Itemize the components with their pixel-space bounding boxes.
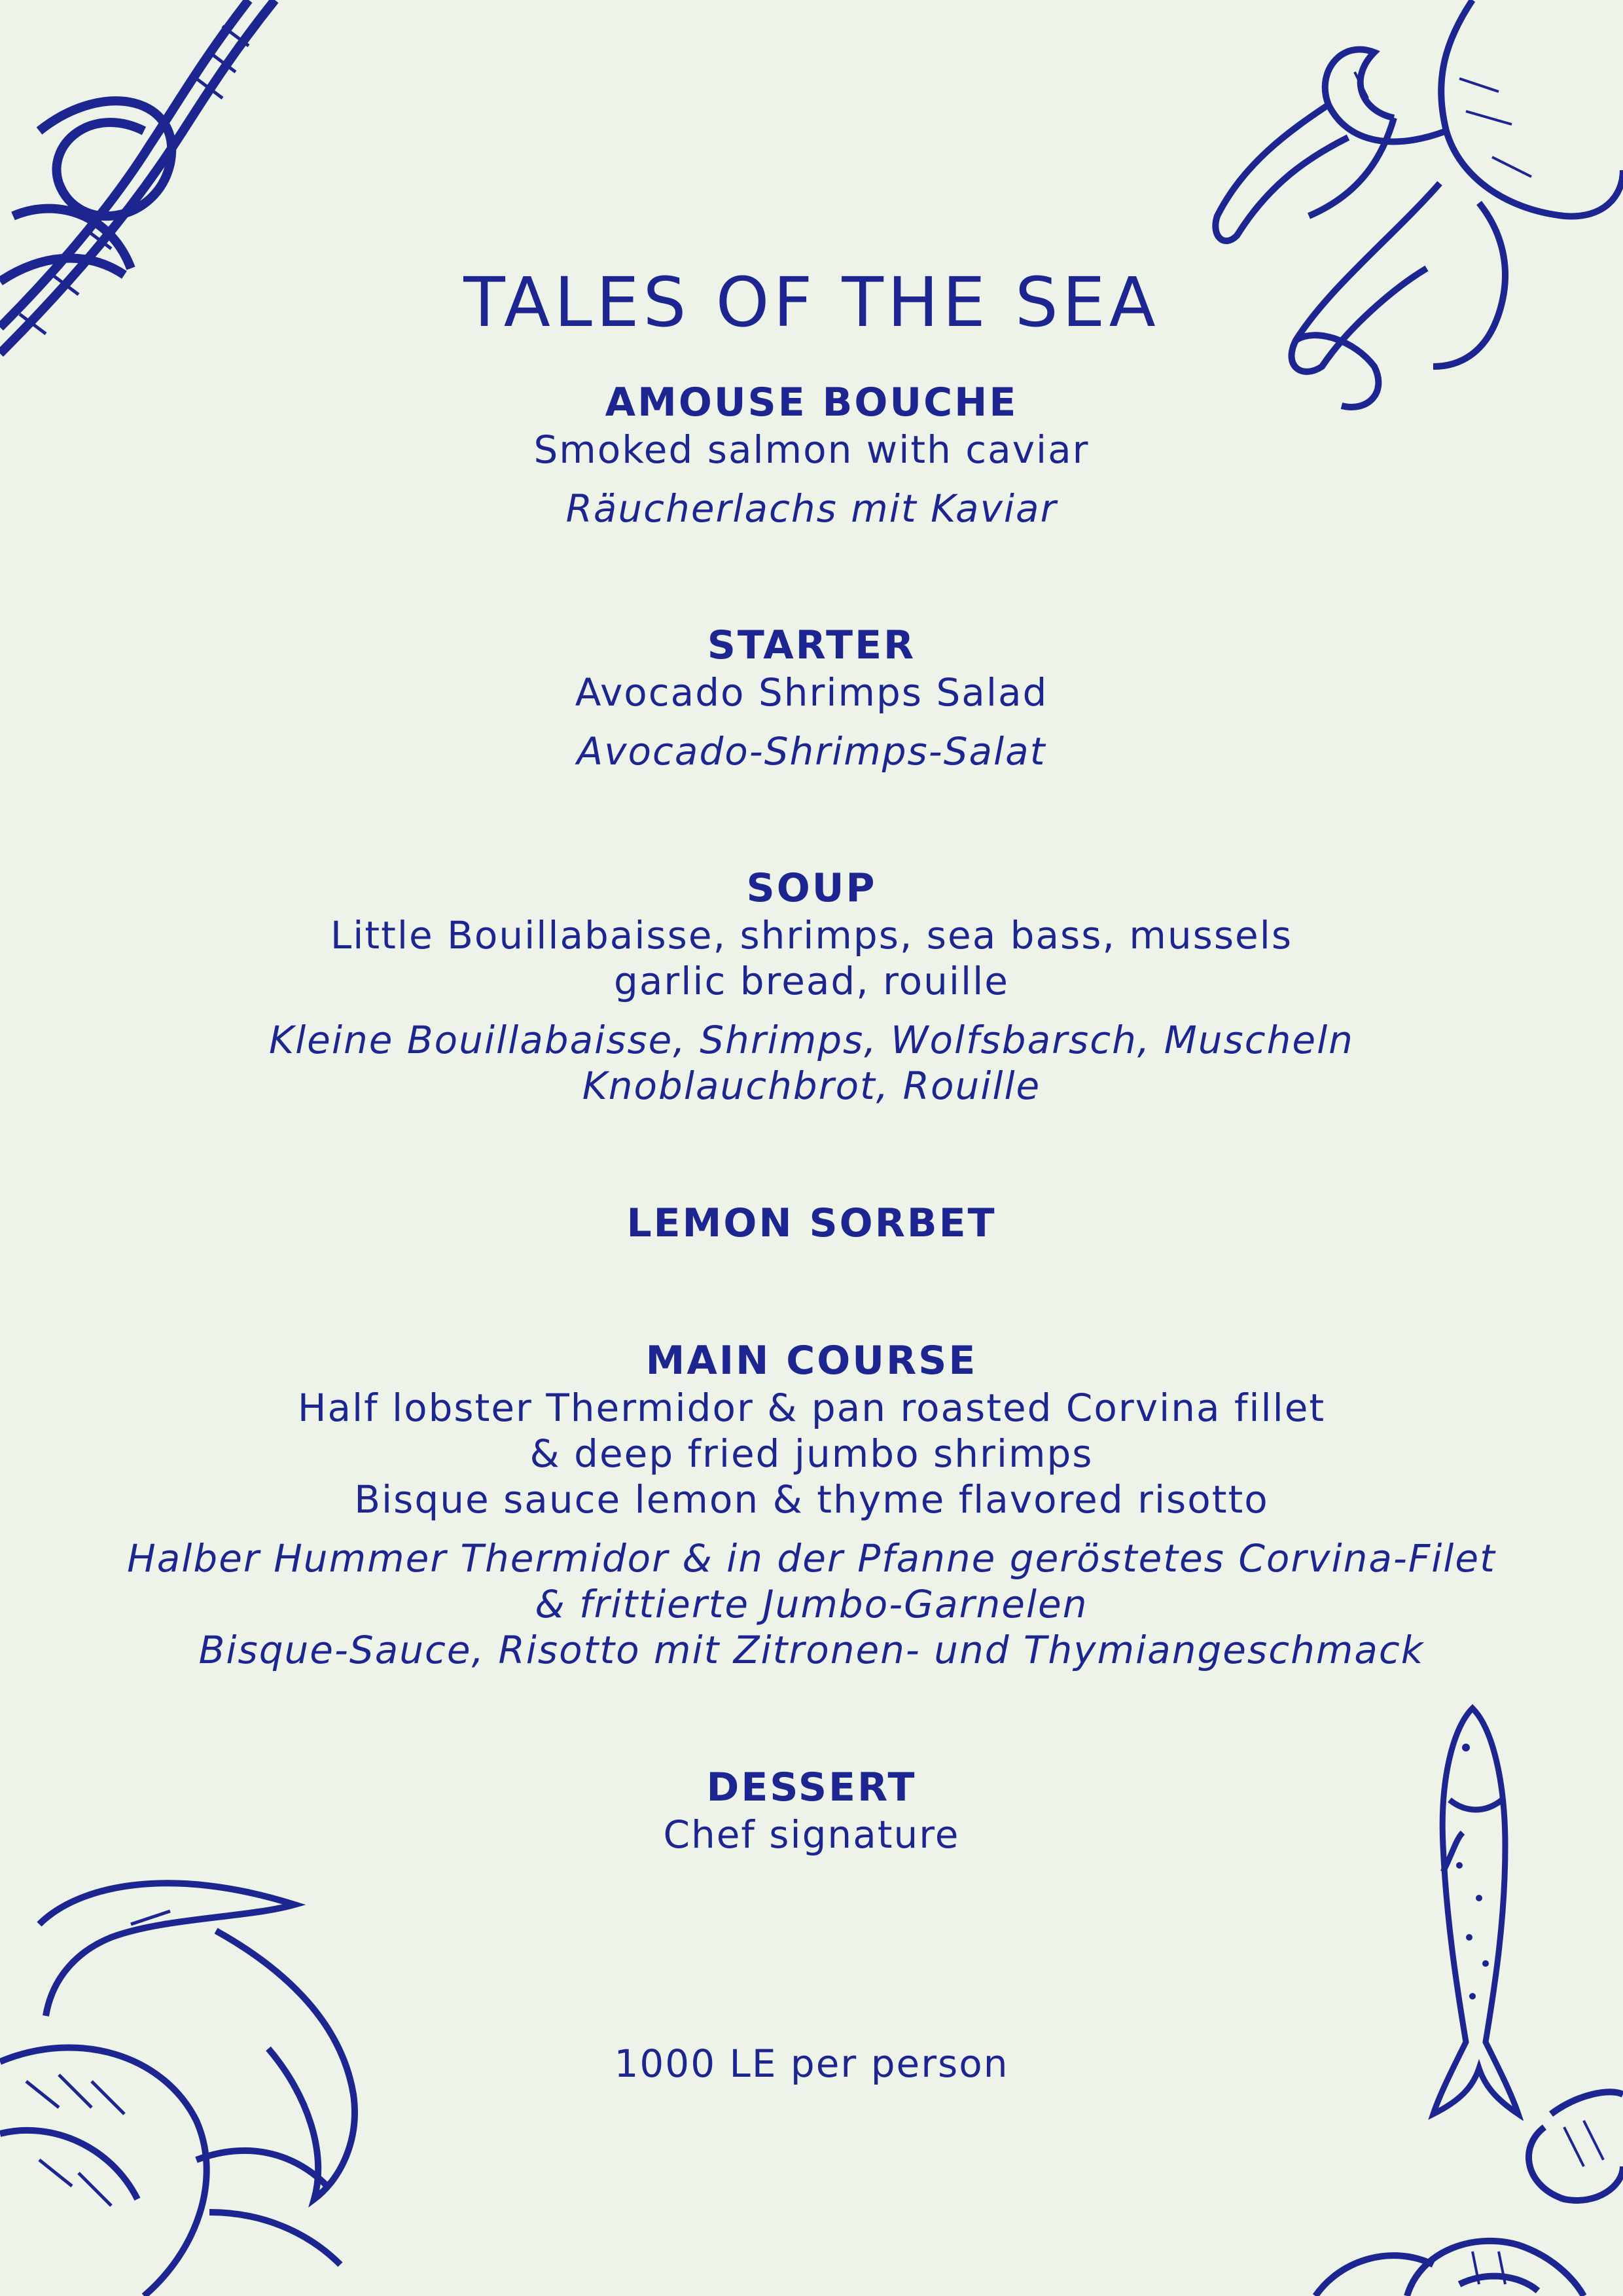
lobster-icon xyxy=(1198,0,1623,432)
english-line: Chef signature xyxy=(663,1812,960,1857)
english-line: Bisque sauce lemon & thyme flavored risotto xyxy=(354,1477,1269,1522)
section-heading: SOUP xyxy=(746,865,877,911)
menu-title: TALES OF THE SEA xyxy=(463,262,1160,342)
english-line: Avocado Shrimps Salad xyxy=(575,670,1048,715)
german-line: & frittierte Jumbo-Garnelen xyxy=(535,1582,1088,1626)
section-lemon-sorbet xyxy=(0,1199,1623,1247)
german-line: Bisque-Sauce, Risotto mit Zitronen- und Thymiangeschmack xyxy=(198,1628,1425,1672)
price-label: 1000 LE per person xyxy=(614,2041,1009,2086)
section-amouse-bouche xyxy=(0,378,1623,531)
section-heading: DESSERT xyxy=(706,1765,917,1810)
section-heading: AMOUSE BOUCHE xyxy=(605,380,1018,425)
section-heading: STARTER xyxy=(707,622,916,668)
oyster-icon xyxy=(1302,2088,1623,2296)
english-line: Half lobster Thermidor & pan roasted Corvina fillet xyxy=(297,1386,1326,1430)
german-line: Knoblauchbrot, Rouille xyxy=(582,1064,1041,1108)
german-line: Räucherlachs mit Kaviar xyxy=(565,486,1058,531)
section-dessert xyxy=(0,1763,1623,1857)
german-line: Avocado-Shrimps-Salat xyxy=(577,729,1046,774)
section-heading: MAIN COURSE xyxy=(645,1338,978,1384)
english-line: & deep fried jumbo shrimps xyxy=(529,1431,1094,1476)
section-main-course xyxy=(0,1336,1623,1673)
section-heading: LEMON SORBET xyxy=(626,1200,997,1246)
english-line: Smoked salmon with caviar xyxy=(533,427,1090,472)
german-line: Kleine Bouillabaisse, Shrimps, Wolfsbarsch, Muscheln xyxy=(269,1018,1354,1062)
english-line: garlic bread, rouille xyxy=(614,959,1009,1003)
german-line: Halber Hummer Thermidor & in der Pfanne geröstetes Corvina-Filet xyxy=(127,1536,1496,1581)
section-soup xyxy=(0,864,1623,1109)
english-line: Little Bouillabaisse, shrimps, sea bass, mussels xyxy=(330,913,1293,958)
section-starter xyxy=(0,621,1623,774)
